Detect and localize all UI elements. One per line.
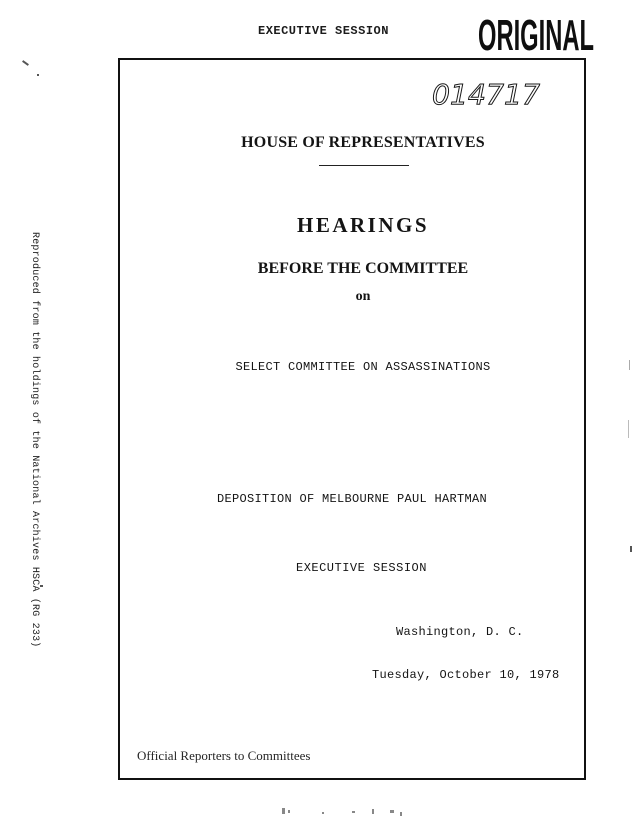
scan-speck [628, 420, 629, 438]
official-reporters-line: Official Reporters to Committees [137, 748, 311, 763]
scan-speck [40, 585, 43, 587]
executive-session-label: EXECUTIVE SESSION [296, 561, 427, 575]
location-line: Washington, D. C. [396, 625, 524, 639]
hearings-title: HEARINGS [296, 213, 430, 237]
original-stamp [476, 10, 596, 60]
header-executive-session: EXECUTIVE SESSION [258, 24, 389, 38]
before-committee-line: BEFORE THE COMMITTEE [257, 260, 469, 277]
title-underline [319, 165, 409, 166]
scan-speck [629, 360, 630, 370]
scan-speck [630, 546, 632, 552]
faint-bottom-marks [282, 804, 412, 818]
scan-speck [37, 74, 39, 76]
scan-speck [22, 60, 29, 66]
original-stamp-text: ORIGINAL [478, 11, 594, 60]
archive-reproduction-note: Reproduced from the holdings of the National Archives HSCA (RG 233) [29, 232, 40, 648]
on-word: on [355, 289, 371, 304]
house-title: HOUSE OF REPRESENTATIVES [241, 134, 485, 151]
deposition-title: DEPOSITION OF MELBOURNE PAUL HARTMAN [217, 492, 488, 506]
date-line: Tuesday, October 10, 1978 [372, 668, 560, 682]
select-committee-name: SELECT COMMITTEE ON ASSASSINATIONS [235, 360, 491, 374]
document-number-text: 014717 [432, 78, 541, 111]
